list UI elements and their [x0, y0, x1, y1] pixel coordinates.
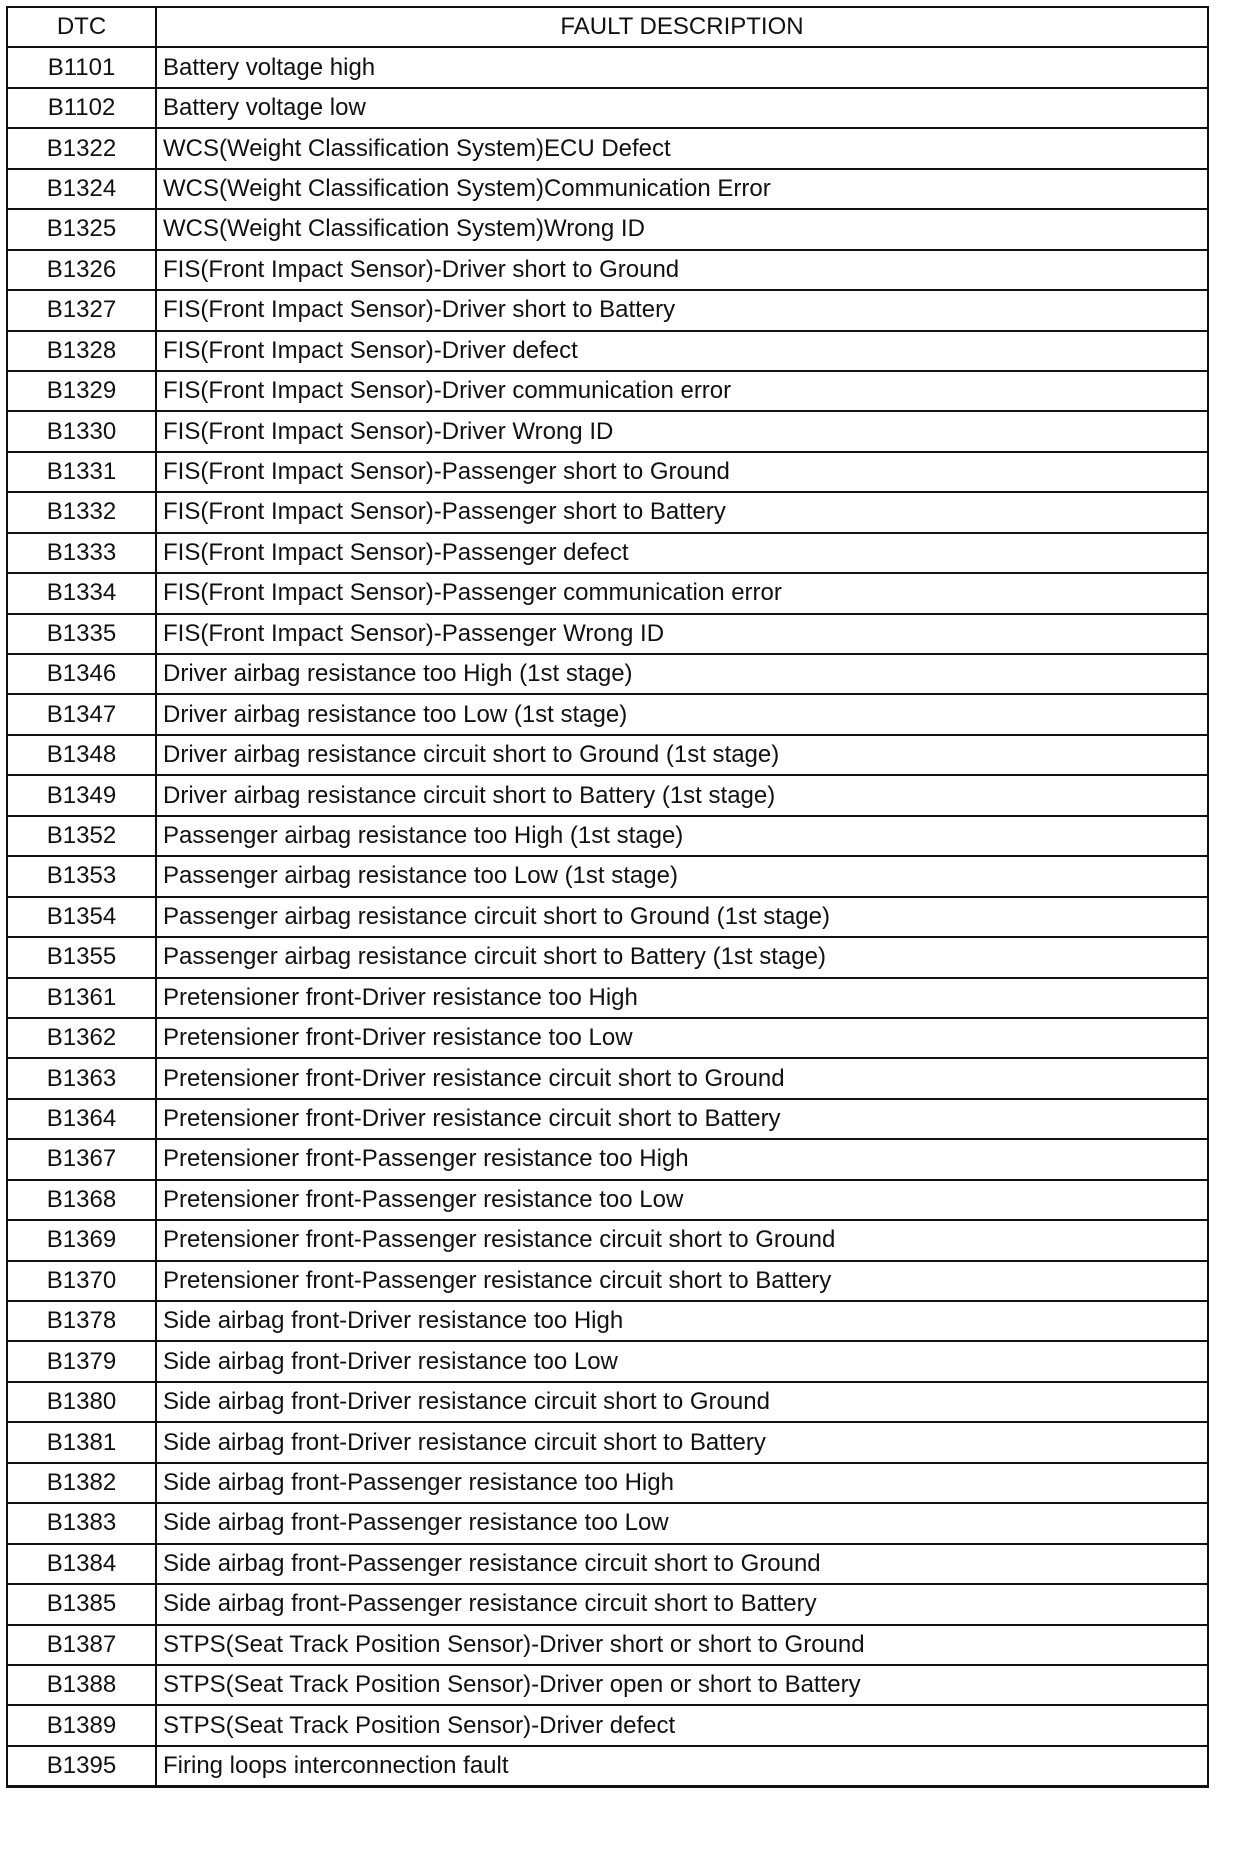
- table-row: [7, 209, 1208, 249]
- fault-description-cell: Side airbag front-Driver resistance too High: [156, 1301, 1208, 1341]
- table-row: [7, 88, 1208, 128]
- fault-description-cell: FIS(Front Impact Sensor)-Passenger short to Ground: [156, 452, 1208, 492]
- dtc-code-cell: B1101: [7, 47, 156, 87]
- table-row: [7, 250, 1208, 290]
- table-row: [7, 1463, 1208, 1503]
- table-row: [7, 47, 1208, 87]
- dtc-code-cell: B1347: [7, 694, 156, 734]
- dtc-code-cell: B1363: [7, 1058, 156, 1098]
- dtc-code-cell: B1330: [7, 411, 156, 451]
- fault-description-cell: FIS(Front Impact Sensor)-Passenger short to Battery: [156, 492, 1208, 532]
- fault-description-cell: Pretensioner front-Driver resistance too Low: [156, 1018, 1208, 1058]
- fault-description-cell: Pretensioner front-Passenger resistance circuit short to Ground: [156, 1220, 1208, 1260]
- dtc-code-cell: B1395: [7, 1746, 156, 1787]
- fault-description-cell: FIS(Front Impact Sensor)-Driver short to Battery: [156, 290, 1208, 330]
- table-row: [7, 1665, 1208, 1705]
- table-row: [7, 816, 1208, 856]
- fault-description-cell: Side airbag front-Passenger resistance circuit short to Ground: [156, 1544, 1208, 1584]
- dtc-code-cell: B1348: [7, 735, 156, 775]
- dtc-code-cell: B1327: [7, 290, 156, 330]
- dtc-code-cell: B1378: [7, 1301, 156, 1341]
- dtc-code-cell: B1387: [7, 1625, 156, 1665]
- table-row: [7, 1099, 1208, 1139]
- table-row: [7, 1584, 1208, 1624]
- dtc-code-cell: B1332: [7, 492, 156, 532]
- fault-description-cell: Side airbag front-Driver resistance circuit short to Battery: [156, 1422, 1208, 1462]
- fault-description-cell: Side airbag front-Passenger resistance too High: [156, 1463, 1208, 1503]
- dtc-code-cell: B1354: [7, 897, 156, 937]
- dtc-code-cell: B1333: [7, 533, 156, 573]
- table-row: [7, 411, 1208, 451]
- table-row: [7, 1382, 1208, 1422]
- dtc-code-cell: B1334: [7, 573, 156, 613]
- fault-description-cell: Battery voltage low: [156, 88, 1208, 128]
- dtc-code-cell: B1326: [7, 250, 156, 290]
- dtc-code-cell: B1328: [7, 331, 156, 371]
- fault-description-cell: Pretensioner front-Passenger resistance circuit short to Battery: [156, 1261, 1208, 1301]
- dtc-code-cell: B1379: [7, 1341, 156, 1381]
- dtc-code-cell: B1368: [7, 1180, 156, 1220]
- table-row: [7, 128, 1208, 168]
- dtc-code-cell: B1385: [7, 1584, 156, 1624]
- table-row: [7, 614, 1208, 654]
- fault-description-cell: FIS(Front Impact Sensor)-Passenger Wrong ID: [156, 614, 1208, 654]
- fault-description-cell: Side airbag front-Driver resistance circuit short to Ground: [156, 1382, 1208, 1422]
- fault-description-cell: Side airbag front-Passenger resistance too Low: [156, 1503, 1208, 1543]
- table-row: [7, 775, 1208, 815]
- dtc-code-cell: B1364: [7, 1099, 156, 1139]
- dtc-code-cell: B1388: [7, 1665, 156, 1705]
- dtc-code-cell: B1335: [7, 614, 156, 654]
- table-row: [7, 897, 1208, 937]
- table-row: [7, 1301, 1208, 1341]
- dtc-code-cell: B1369: [7, 1220, 156, 1260]
- fault-description-cell: Pretensioner front-Driver resistance circuit short to Ground: [156, 1058, 1208, 1098]
- dtc-code-cell: B1346: [7, 654, 156, 694]
- dtc-code-cell: B1331: [7, 452, 156, 492]
- dtc-code-cell: B1102: [7, 88, 156, 128]
- fault-description-cell: Pretensioner front-Passenger resistance too Low: [156, 1180, 1208, 1220]
- header-dtc: DTC: [7, 7, 156, 47]
- table-row: [7, 856, 1208, 896]
- header-row: [7, 7, 1208, 47]
- table-row: [7, 654, 1208, 694]
- header-fault-description: FAULT DESCRIPTION: [156, 7, 1208, 47]
- table-row: [7, 169, 1208, 209]
- table-row: [7, 1503, 1208, 1543]
- dtc-code-cell: B1352: [7, 816, 156, 856]
- fault-description-cell: Pretensioner front-Passenger resistance too High: [156, 1139, 1208, 1179]
- fault-description-cell: Driver airbag resistance circuit short to Ground (1st stage): [156, 735, 1208, 775]
- fault-description-cell: Driver airbag resistance circuit short to Battery (1st stage): [156, 775, 1208, 815]
- fault-description-cell: STPS(Seat Track Position Sensor)-Driver open or short to Battery: [156, 1665, 1208, 1705]
- table-row: [7, 371, 1208, 411]
- dtc-code-cell: B1389: [7, 1705, 156, 1745]
- fault-description-cell: FIS(Front Impact Sensor)-Driver communication error: [156, 371, 1208, 411]
- dtc-code-cell: B1355: [7, 937, 156, 977]
- table-row: [7, 492, 1208, 532]
- dtc-code-cell: B1383: [7, 1503, 156, 1543]
- fault-description-cell: Passenger airbag resistance too High (1st stage): [156, 816, 1208, 856]
- fault-description-cell: Passenger airbag resistance circuit short to Ground (1st stage): [156, 897, 1208, 937]
- fault-description-cell: Passenger airbag resistance too Low (1st stage): [156, 856, 1208, 896]
- fault-description-cell: Side airbag front-Driver resistance too Low: [156, 1341, 1208, 1381]
- table-row: [7, 1705, 1208, 1745]
- fault-description-cell: Pretensioner front-Driver resistance circuit short to Battery: [156, 1099, 1208, 1139]
- table-row: [7, 452, 1208, 492]
- fault-description-cell: Firing loops interconnection fault: [156, 1746, 1208, 1787]
- dtc-code-cell: B1380: [7, 1382, 156, 1422]
- fault-description-cell: STPS(Seat Track Position Sensor)-Driver defect: [156, 1705, 1208, 1745]
- fault-description-cell: FIS(Front Impact Sensor)-Driver Wrong ID: [156, 411, 1208, 451]
- fault-description-cell: FIS(Front Impact Sensor)-Passenger defect: [156, 533, 1208, 573]
- fault-description-cell: Driver airbag resistance too Low (1st stage): [156, 694, 1208, 734]
- fault-description-cell: FIS(Front Impact Sensor)-Driver defect: [156, 331, 1208, 371]
- table-row: [7, 1422, 1208, 1462]
- dtc-code-cell: B1370: [7, 1261, 156, 1301]
- dtc-code-cell: B1362: [7, 1018, 156, 1058]
- table-row: [7, 978, 1208, 1018]
- table-row: [7, 1625, 1208, 1665]
- table-row: [7, 331, 1208, 371]
- dtc-code-cell: B1367: [7, 1139, 156, 1179]
- fault-description-cell: STPS(Seat Track Position Sensor)-Driver short or short to Ground: [156, 1625, 1208, 1665]
- dtc-code-cell: B1325: [7, 209, 156, 249]
- table-header: [7, 7, 1208, 47]
- table-row: [7, 694, 1208, 734]
- dtc-code-cell: B1382: [7, 1463, 156, 1503]
- fault-description-cell: WCS(Weight Classification System)Wrong ID: [156, 209, 1208, 249]
- table-row: [7, 1180, 1208, 1220]
- dtc-code-cell: B1324: [7, 169, 156, 209]
- table-row: [7, 1544, 1208, 1584]
- fault-description-cell: FIS(Front Impact Sensor)-Driver short to Ground: [156, 250, 1208, 290]
- dtc-code-cell: B1384: [7, 1544, 156, 1584]
- fault-description-cell: Pretensioner front-Driver resistance too High: [156, 978, 1208, 1018]
- fault-description-cell: Side airbag front-Passenger resistance circuit short to Battery: [156, 1584, 1208, 1624]
- fault-description-cell: WCS(Weight Classification System)ECU Defect: [156, 128, 1208, 168]
- table-row: [7, 1220, 1208, 1260]
- table-body: [7, 47, 1208, 1786]
- table-row: [7, 1058, 1208, 1098]
- fault-description-cell: FIS(Front Impact Sensor)-Passenger communication error: [156, 573, 1208, 613]
- dtc-fault-table: [6, 6, 1209, 1788]
- dtc-code-cell: B1329: [7, 371, 156, 411]
- dtc-code-cell: B1361: [7, 978, 156, 1018]
- table-row: [7, 1746, 1208, 1787]
- table-row: [7, 1261, 1208, 1301]
- table-row: [7, 573, 1208, 613]
- dtc-code-cell: B1353: [7, 856, 156, 896]
- table-row: [7, 735, 1208, 775]
- fault-description-cell: Driver airbag resistance too High (1st stage): [156, 654, 1208, 694]
- table-row: [7, 533, 1208, 573]
- table-row: [7, 1139, 1208, 1179]
- table-row: [7, 937, 1208, 977]
- dtc-code-cell: B1322: [7, 128, 156, 168]
- dtc-code-cell: B1349: [7, 775, 156, 815]
- fault-description-cell: Battery voltage high: [156, 47, 1208, 87]
- fault-description-cell: Passenger airbag resistance circuit short to Battery (1st stage): [156, 937, 1208, 977]
- table-row: [7, 1018, 1208, 1058]
- fault-description-cell: WCS(Weight Classification System)Communication Error: [156, 169, 1208, 209]
- dtc-code-cell: B1381: [7, 1422, 156, 1462]
- table-row: [7, 290, 1208, 330]
- table-row: [7, 1341, 1208, 1381]
